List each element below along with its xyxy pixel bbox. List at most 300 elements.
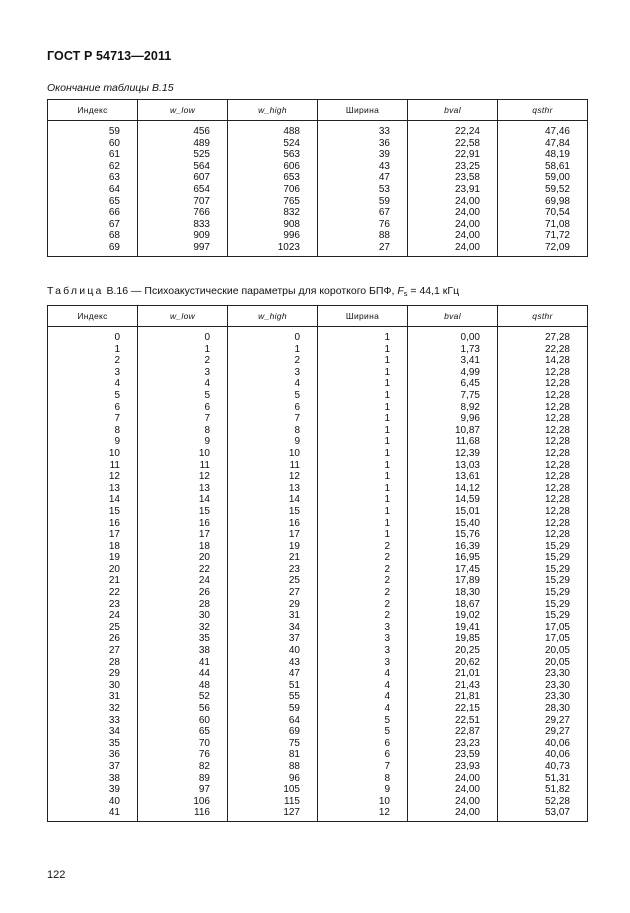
table-cell: 21,81	[408, 691, 498, 703]
table-row	[48, 796, 588, 808]
col-header-bval: bval	[408, 306, 498, 327]
table-cell: 5	[48, 390, 138, 402]
table-cell: 12,28	[498, 402, 588, 414]
table-row	[48, 575, 588, 587]
table-cell: 51	[228, 680, 318, 692]
table-header-row	[48, 100, 588, 121]
table-cell: 23,23	[408, 738, 498, 750]
table-cell: 36	[48, 749, 138, 761]
table-row	[48, 738, 588, 750]
table-cell: 30	[48, 680, 138, 692]
table-cell: 12,28	[498, 378, 588, 390]
table-cell: 564	[138, 161, 228, 173]
table-row	[48, 703, 588, 715]
table-cell: 18,30	[408, 587, 498, 599]
table-cell: 0	[138, 327, 228, 344]
table-cell: 6	[48, 402, 138, 414]
table-cell: 15,29	[498, 587, 588, 599]
table-cell: 13	[138, 483, 228, 495]
table-cell: 8	[138, 425, 228, 437]
table-cell: 39	[48, 784, 138, 796]
table-cell: 31	[48, 691, 138, 703]
table-cell: 17,05	[498, 633, 588, 645]
table-cell: 20,62	[408, 657, 498, 669]
table-cell: 40	[228, 645, 318, 657]
table-cell: 1	[318, 436, 408, 448]
table-cell: 15,29	[498, 564, 588, 576]
table-cell: 607	[138, 172, 228, 184]
table-cell: 96	[228, 773, 318, 785]
table-row	[48, 327, 588, 344]
table-cell: 29,27	[498, 726, 588, 738]
table-cell: 26	[48, 633, 138, 645]
table-cell: 64	[228, 715, 318, 727]
table1-caption: Окончание таблицы В.15	[47, 82, 174, 94]
table-cell: 52	[138, 691, 228, 703]
table-cell: 15,29	[498, 599, 588, 611]
table-cell: 14,59	[408, 494, 498, 506]
table-cell: 23,91	[408, 184, 498, 196]
table-cell: 9	[48, 436, 138, 448]
table-cell: 81	[228, 749, 318, 761]
table-row	[48, 680, 588, 692]
table-cell: 88	[318, 230, 408, 242]
table2-caption	[47, 285, 459, 298]
table-cell: 17	[228, 529, 318, 541]
table-cell: 9,96	[408, 413, 498, 425]
table-cell: 24,00	[408, 219, 498, 231]
table-cell: 23	[48, 599, 138, 611]
table-row	[48, 367, 588, 379]
table-cell: 15	[138, 506, 228, 518]
table-cell: 1	[318, 327, 408, 344]
table-cell: 51,31	[498, 773, 588, 785]
table-cell: 1	[318, 425, 408, 437]
table-row	[48, 207, 588, 219]
table-row	[48, 610, 588, 622]
table-cell: 563	[228, 149, 318, 161]
table-cell: 17	[48, 529, 138, 541]
table-cell: 17,05	[498, 622, 588, 634]
table-row	[48, 121, 588, 138]
table-cell: 24,00	[408, 242, 498, 256]
table-cell: 1	[318, 448, 408, 460]
table-cell: 2	[228, 355, 318, 367]
table1-body	[48, 121, 588, 257]
table-cell: 2	[318, 575, 408, 587]
table-cell: 909	[138, 230, 228, 242]
caption-variable: F	[397, 285, 404, 297]
table-cell: 1	[318, 471, 408, 483]
table-cell: 23,30	[498, 691, 588, 703]
table-cell: 707	[138, 196, 228, 208]
table-row	[48, 378, 588, 390]
table-cell: 15,01	[408, 506, 498, 518]
table-row	[48, 483, 588, 495]
table-cell: 12,28	[498, 483, 588, 495]
table-cell: 25	[228, 575, 318, 587]
table-row	[48, 184, 588, 196]
table-cell: 59	[228, 703, 318, 715]
table-cell: 24,00	[408, 807, 498, 821]
table-cell: 23,58	[408, 172, 498, 184]
table2-body	[48, 327, 588, 822]
table-cell: 105	[228, 784, 318, 796]
table-cell: 22	[48, 587, 138, 599]
col-header-index: Индекс	[48, 100, 138, 121]
table-cell: 3	[318, 645, 408, 657]
table-cell: 24,00	[408, 196, 498, 208]
table-cell: 14	[228, 494, 318, 506]
table-cell: 22,24	[408, 121, 498, 138]
table-cell: 22,87	[408, 726, 498, 738]
table-cell: 1	[318, 402, 408, 414]
table-cell: 0	[48, 327, 138, 344]
table-cell: 17,89	[408, 575, 498, 587]
table-row	[48, 471, 588, 483]
table-cell: 3	[138, 367, 228, 379]
table-cell: 1	[318, 494, 408, 506]
table-row	[48, 633, 588, 645]
col-header-w-low: w_low	[138, 100, 228, 121]
table-cell: 6	[318, 749, 408, 761]
table-cell: 115	[228, 796, 318, 808]
table-cell: 653	[228, 172, 318, 184]
table-cell: 21,43	[408, 680, 498, 692]
table-cell: 89	[138, 773, 228, 785]
table-cell: 29	[228, 599, 318, 611]
table-cell: 4	[318, 680, 408, 692]
table-row	[48, 344, 588, 356]
table-cell: 15	[48, 506, 138, 518]
table-cell: 22,51	[408, 715, 498, 727]
table-cell: 5	[318, 726, 408, 738]
col-header-index: Индекс	[48, 306, 138, 327]
table-cell: 19	[228, 541, 318, 553]
table-cell: 1	[318, 367, 408, 379]
document-code: ГОСТ Р 54713—2011	[47, 49, 172, 63]
table-row	[48, 494, 588, 506]
table-cell: 19,85	[408, 633, 498, 645]
table-cell: 4	[318, 703, 408, 715]
table-cell: 14	[138, 494, 228, 506]
table-row	[48, 807, 588, 821]
table-row	[48, 587, 588, 599]
table-cell: 6	[228, 402, 318, 414]
table-cell: 24	[138, 575, 228, 587]
table-cell: 2	[318, 587, 408, 599]
table-cell: 997	[138, 242, 228, 256]
table-cell: 8	[48, 425, 138, 437]
table-cell: 19,02	[408, 610, 498, 622]
col-header-bval: bval	[408, 100, 498, 121]
table-cell: 47,84	[498, 138, 588, 150]
table-cell: 12,28	[498, 390, 588, 402]
table-cell: 32	[48, 703, 138, 715]
table-cell: 456	[138, 121, 228, 138]
table-cell: 24,00	[408, 773, 498, 785]
table-cell: 22,58	[408, 138, 498, 150]
table-cell: 52,28	[498, 796, 588, 808]
table-row	[48, 749, 588, 761]
table-cell: 7	[318, 761, 408, 773]
table-cell: 16,95	[408, 552, 498, 564]
caption-value: = 44,1 кГц	[407, 285, 460, 297]
table-cell: 19	[48, 552, 138, 564]
table-cell: 40,06	[498, 749, 588, 761]
table-cell: 35	[48, 738, 138, 750]
table-cell: 1	[318, 518, 408, 530]
table-cell: 3	[318, 633, 408, 645]
table-cell: 489	[138, 138, 228, 150]
table-cell: 33	[318, 121, 408, 138]
table-row	[48, 448, 588, 460]
table-cell: 69	[228, 726, 318, 738]
table-row	[48, 761, 588, 773]
table-row	[48, 564, 588, 576]
table-cell: 20	[138, 552, 228, 564]
table-cell: 28	[138, 599, 228, 611]
table-cell: 18	[48, 541, 138, 553]
table-cell: 23,30	[498, 668, 588, 680]
table-cell: 48	[138, 680, 228, 692]
table-cell: 11,68	[408, 436, 498, 448]
table-cell: 15,40	[408, 518, 498, 530]
table-cell: 15,29	[498, 610, 588, 622]
table-cell: 9	[318, 784, 408, 796]
table-cell: 13,03	[408, 460, 498, 472]
table-cell: 15,76	[408, 529, 498, 541]
table-cell: 13	[48, 483, 138, 495]
table-row	[48, 460, 588, 472]
table-cell: 12	[48, 471, 138, 483]
table-cell: 2	[318, 599, 408, 611]
table-cell: 12	[318, 807, 408, 821]
col-header-w-high: w_high	[228, 306, 318, 327]
table-cell: 10	[138, 448, 228, 460]
table-row	[48, 784, 588, 796]
table-cell: 8,92	[408, 402, 498, 414]
table-cell: 16,39	[408, 541, 498, 553]
table-cell: 2	[318, 564, 408, 576]
table-row	[48, 425, 588, 437]
table-cell: 82	[138, 761, 228, 773]
table-cell: 9	[138, 436, 228, 448]
table-cell: 20,05	[498, 657, 588, 669]
table-cell: 40,06	[498, 738, 588, 750]
table-cell: 2	[318, 552, 408, 564]
table-cell: 38	[138, 645, 228, 657]
table-cell: 72,09	[498, 242, 588, 256]
table-cell: 59	[48, 121, 138, 138]
table-row	[48, 161, 588, 173]
table-cell: 6	[138, 402, 228, 414]
table-cell: 33	[48, 715, 138, 727]
table-cell: 37	[48, 761, 138, 773]
table-cell: 11	[48, 460, 138, 472]
col-header-width: Ширина	[318, 100, 408, 121]
table-cell: 48,19	[498, 149, 588, 161]
table-cell: 6	[318, 738, 408, 750]
table-cell: 9	[228, 436, 318, 448]
table-cell: 7	[228, 413, 318, 425]
table-cell: 1	[318, 529, 408, 541]
table-cell: 60	[138, 715, 228, 727]
table-cell: 34	[48, 726, 138, 738]
table-cell: 32	[138, 622, 228, 634]
table-cell: 41	[138, 657, 228, 669]
table-cell: 70	[138, 738, 228, 750]
table-cell: 12,28	[498, 506, 588, 518]
table-cell: 15,29	[498, 552, 588, 564]
table-cell: 58,61	[498, 161, 588, 173]
table-row	[48, 413, 588, 425]
table-cell: 1	[318, 344, 408, 356]
table-cell: 12,28	[498, 518, 588, 530]
table-cell: 53,07	[498, 807, 588, 821]
table-cell: 27	[48, 645, 138, 657]
table-cell: 24,00	[408, 784, 498, 796]
table-cell: 1	[318, 378, 408, 390]
table-cell: 23,59	[408, 749, 498, 761]
table-cell: 75	[228, 738, 318, 750]
table-cell: 60	[48, 138, 138, 150]
table-row	[48, 518, 588, 530]
table-cell: 37	[228, 633, 318, 645]
table-cell: 23,25	[408, 161, 498, 173]
table-cell: 15	[228, 506, 318, 518]
table-cell: 16	[48, 518, 138, 530]
table-cell: 8	[228, 425, 318, 437]
table-cell: 65	[138, 726, 228, 738]
table-cell: 24,00	[408, 207, 498, 219]
table-cell: 14,28	[498, 355, 588, 367]
table-row	[48, 715, 588, 727]
table-cell: 70,54	[498, 207, 588, 219]
table-cell: 10	[228, 448, 318, 460]
table-row	[48, 773, 588, 785]
table-cell: 62	[48, 161, 138, 173]
table-cell: 12,28	[498, 529, 588, 541]
table-cell: 2	[318, 610, 408, 622]
table-row	[48, 529, 588, 541]
table-cell: 5	[318, 715, 408, 727]
table-cell: 22,28	[498, 344, 588, 356]
table-cell: 2	[138, 355, 228, 367]
table-cell: 7	[48, 413, 138, 425]
table-cell: 59,00	[498, 172, 588, 184]
table-cell: 29	[48, 668, 138, 680]
table-cell: 4	[318, 691, 408, 703]
table-cell: 29,27	[498, 715, 588, 727]
table-cell: 23,30	[498, 680, 588, 692]
table-cell: 20,25	[408, 645, 498, 657]
table-cell: 53	[318, 184, 408, 196]
table-row	[48, 390, 588, 402]
table-row	[48, 402, 588, 414]
table-cell: 18	[138, 541, 228, 553]
table-cell: 1	[318, 355, 408, 367]
table-cell: 12,28	[498, 494, 588, 506]
table-cell: 21	[48, 575, 138, 587]
table-cell: 996	[228, 230, 318, 242]
table-cell: 4	[48, 378, 138, 390]
table-cell: 21,01	[408, 668, 498, 680]
table-cell: 19,41	[408, 622, 498, 634]
table-row	[48, 657, 588, 669]
table-cell: 44	[138, 668, 228, 680]
table-cell: 1023	[228, 242, 318, 256]
col-header-w-low: w_low	[138, 306, 228, 327]
caption-label: Таблица	[47, 285, 104, 297]
table-cell: 12,28	[498, 471, 588, 483]
table-cell: 11	[228, 460, 318, 472]
table-cell: 65	[48, 196, 138, 208]
table-cell: 20	[48, 564, 138, 576]
table-cell: 3,41	[408, 355, 498, 367]
table-cell: 1	[318, 460, 408, 472]
table-cell: 5	[138, 390, 228, 402]
table-row	[48, 506, 588, 518]
table-cell: 12	[138, 471, 228, 483]
table-cell: 127	[228, 807, 318, 821]
table-cell: 76	[138, 749, 228, 761]
table-cell: 1	[48, 344, 138, 356]
table-cell: 40,73	[498, 761, 588, 773]
table-cell: 59	[318, 196, 408, 208]
table-cell: 24,00	[408, 230, 498, 242]
table-cell: 43	[318, 161, 408, 173]
table-cell: 21	[228, 552, 318, 564]
table-cell: 0,00	[408, 327, 498, 344]
table-row	[48, 691, 588, 703]
table-cell: 2	[318, 541, 408, 553]
table-cell: 31	[228, 610, 318, 622]
table-cell: 765	[228, 196, 318, 208]
table-cell: 1	[318, 483, 408, 495]
table-cell: 27	[318, 242, 408, 256]
table-cell: 10	[318, 796, 408, 808]
table-cell: 63	[48, 172, 138, 184]
caption-title: В.16 — Психоакустические параметры для короткого БПФ,	[103, 285, 398, 297]
table-cell: 25	[48, 622, 138, 634]
col-header-w-high: w_high	[228, 100, 318, 121]
table-cell: 16	[138, 518, 228, 530]
table-cell: 833	[138, 219, 228, 231]
table-cell: 7	[138, 413, 228, 425]
table-cell: 59,52	[498, 184, 588, 196]
table-cell: 71,08	[498, 219, 588, 231]
table-cell: 68	[48, 230, 138, 242]
table-row	[48, 645, 588, 657]
col-header-qsthr: qsthr	[498, 306, 588, 327]
table-cell: 12,28	[498, 460, 588, 472]
table-cell: 34	[228, 622, 318, 634]
table-cell: 76	[318, 219, 408, 231]
table-cell: 2	[48, 355, 138, 367]
table-cell: 16	[228, 518, 318, 530]
table-cell: 17	[138, 529, 228, 541]
table-row	[48, 196, 588, 208]
table-cell: 12,39	[408, 448, 498, 460]
table-cell: 69	[48, 242, 138, 256]
table-cell: 1	[318, 506, 408, 518]
caption-subscript: s	[403, 289, 408, 298]
table-cell: 40	[48, 796, 138, 808]
table-cell: 606	[228, 161, 318, 173]
table-cell: 47,46	[498, 121, 588, 138]
table-cell: 1	[318, 413, 408, 425]
